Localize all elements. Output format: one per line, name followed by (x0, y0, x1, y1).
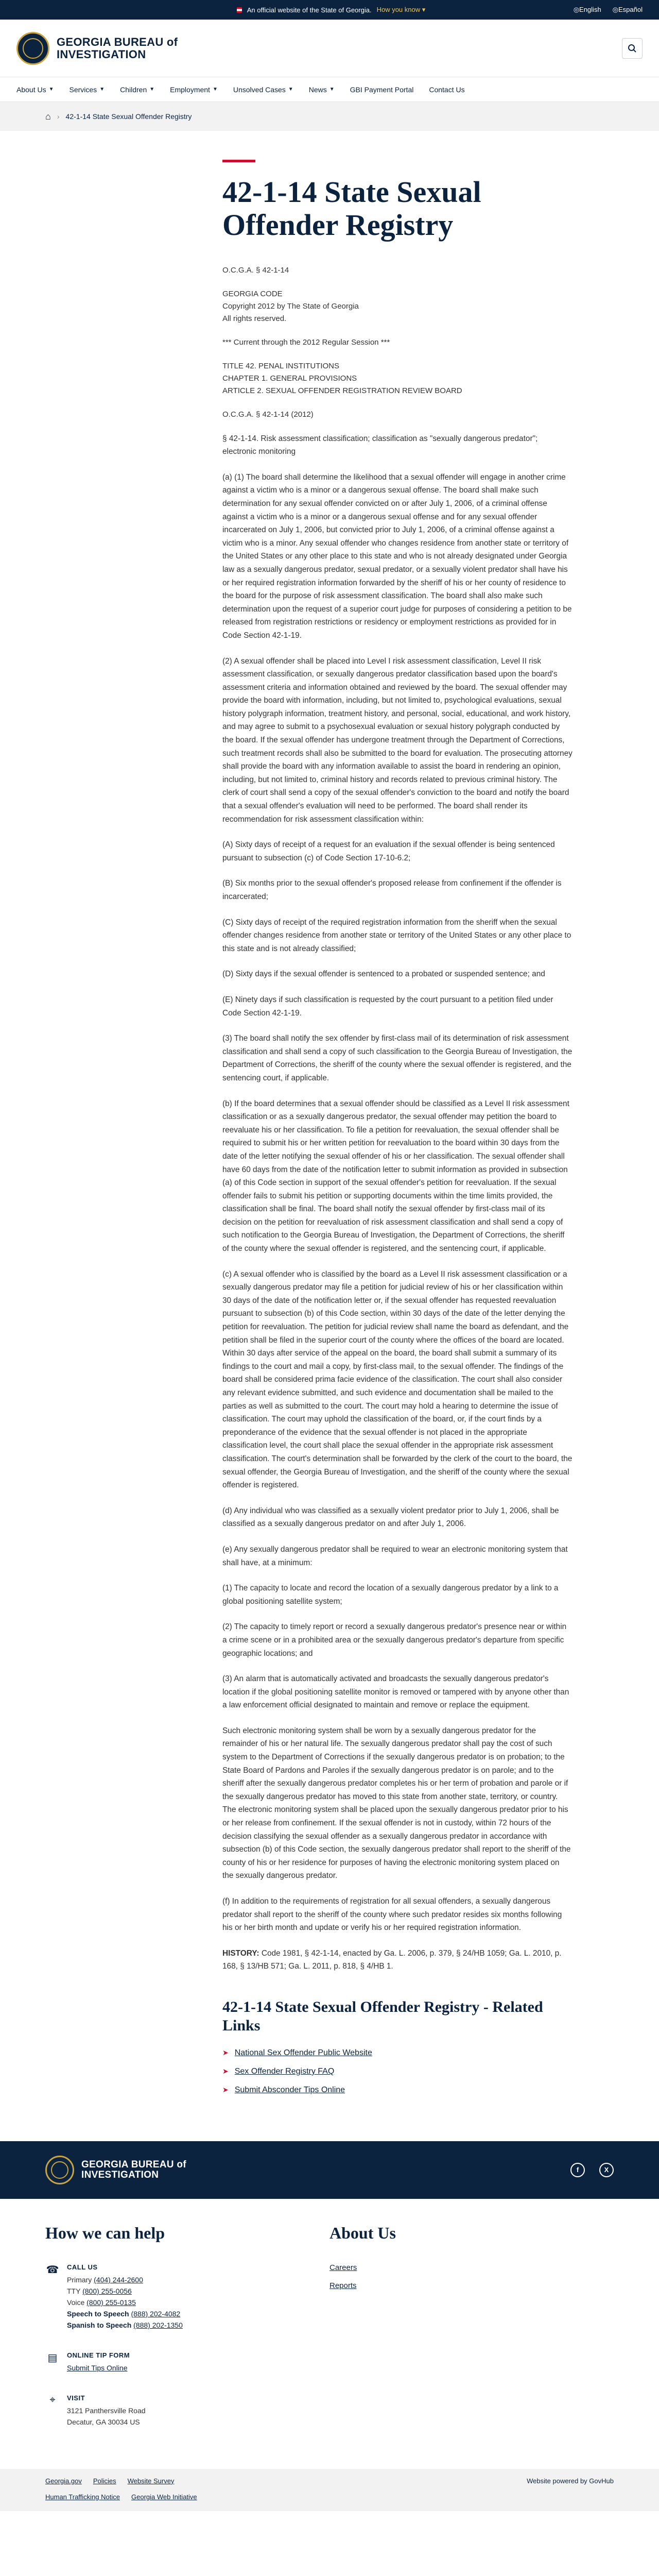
footer-legal-links (0, 2493, 659, 2511)
arrow-right-icon: ➤ (222, 2048, 229, 2057)
site-brand: GEORGIA BUREAU of INVESTIGATION (57, 36, 178, 61)
x-twitter-icon: X (599, 2163, 614, 2177)
globe-icon: ◎ (573, 6, 580, 13)
nav-about-us[interactable]: About Us ▼ (16, 85, 54, 94)
site-logo-link[interactable] (16, 32, 178, 65)
statute-paragraph: (A) Sixty days of receipt of a request for an evaluation if the sexual offender is being sentenced pursuant to subsection (c) of Code Section 17-10-6.2; (222, 840, 555, 862)
contact-call (45, 2263, 330, 2331)
address-line: 3121 Panthersville Road (67, 2406, 146, 2415)
chevron-down-icon: ▼ (212, 87, 218, 92)
home-icon[interactable]: ⌂ (45, 111, 51, 122)
breadcrumb-current: 42-1-14 State Sexual Offender Registry (65, 112, 192, 121)
list-item (222, 2067, 573, 2076)
language-espanol-link[interactable]: ◎Español (612, 6, 643, 13)
page-title: 42-1-14 State Sexual Offender Registry (222, 175, 481, 242)
nav-gbi-payment-portal[interactable]: GBI Payment Portal (350, 85, 414, 94)
phone-link[interactable]: (404) 244-2600 (94, 2275, 143, 2284)
breadcrumb (0, 102, 659, 131)
contact-tip-form (45, 2351, 330, 2374)
meta-line: *** Current through the 2012 Regular Session *** (222, 337, 390, 347)
meta-line: GEORGIA CODE (222, 289, 283, 298)
nav-children[interactable]: Children ▼ (120, 85, 155, 94)
nav-unsolved-cases[interactable]: Unsolved Cases ▼ (233, 85, 293, 94)
meta-line: Copyright 2012 by The State of Georgia (222, 301, 359, 311)
statute-paragraph: (E) Ninety days if such classification is requested by the court pursuant to a petition filed under Code Section 42-1-19. (222, 995, 553, 1018)
chevron-down-icon: ▾ (422, 6, 426, 13)
footer-about-heading: About Us (330, 2223, 396, 2242)
map-pin-icon: ⌖ (49, 2394, 56, 2405)
how-you-know-link[interactable]: How you know ▾ (376, 6, 426, 13)
footer-link-reports[interactable]: Reports (330, 2281, 357, 2290)
nav-employment[interactable]: Employment ▼ (170, 85, 218, 94)
statute-paragraph: (C) Sixty days of receipt of the required registration information from the sheriff when the sexual offender changes residence from another state or territory of the United States or any other place to this state and is not already classified; (222, 918, 571, 953)
statute-paragraph: (2) A sexual offender shall be placed into Level I risk assessment classification, Level II risk assessment classification, or sexually dangerous predator classification based upon the board's assessment criteria and information obtained and reviewed by the board. The sexual offender may provide the board with information, including, but not limited to, psychological evaluations, sexual history polygraph information, treatment history, and personal, social, educational, and work history, and may agree to submit to a psychosexual evaluation or sexual history polygraph conducted by the board. If the sexual offender has undergone treatment through the Department of Corrections, such treatment records shall also be submitted to the board for evaluation. The prosecuting attorney shall provide the board with any information available to assist the board in rendering an opinion, including, but not limited to, criminal history and records related to previous criminal history. The clerk of court shall send a copy of the sexual offender's conviction to the board and notify the board that a sexual offender's evaluation will need to be performed. The board shall render its recommendation for risk assessment classification within: (222, 656, 573, 824)
statute-history (222, 1947, 573, 1973)
main-navigation (0, 77, 659, 102)
submit-tips-link[interactable]: Submit Tips Online (67, 2363, 128, 2372)
form-icon: ▤ (47, 2352, 58, 2364)
main-content (0, 131, 659, 2141)
contact-label: VISIT (67, 2394, 85, 2402)
gbi-seal-icon (16, 32, 49, 65)
footer-help-heading: How we can help (45, 2223, 165, 2242)
statute-paragraph: (1) The capacity to locate and record the location of a sexually dangerous predator by a link to a global positioning satellite system; (222, 1584, 559, 1606)
language-english-link[interactable]: ◎English (573, 6, 601, 13)
footer-bottom-bar (0, 2469, 659, 2493)
phone-line: Voice (800) 255-0135 (67, 2298, 136, 2307)
gbi-seal-icon (45, 2156, 74, 2184)
history-label: HISTORY: (222, 1948, 259, 1958)
chevron-down-icon: ▼ (99, 87, 105, 92)
statute-meta (222, 264, 573, 421)
facebook-icon: f (570, 2163, 585, 2177)
phone-line: Spanish to Speech (888) 202-1350 (67, 2320, 183, 2329)
phone-link[interactable]: (888) 202-4082 (131, 2309, 181, 2318)
meta-line: All rights reserved. (222, 314, 287, 323)
meta-line: O.C.G.A. § 42-1-14 (2012) (222, 410, 314, 419)
georgia-flag-icon (234, 7, 242, 13)
search-icon (628, 44, 637, 53)
arrow-right-icon: ➤ (222, 2086, 229, 2094)
statute-paragraph: (b) If the board determines that a sexual offender should be classified as a Level II risk assessment classification or as a sexually dangerous predator, the sexual offender may petition the board to reevaluate his or her classification. To file a petition for reevaluation, the sexual offender shall be required to submit his or her written petition for reevaluation to the board within 30 days from the date of the letter notifying the sexual offender of his or her classification. The sexual offender shall have 60 days from the date of the notification letter to submit information as provided in subsection (a) of this Code section in support of the sexual offender's petition for reevaluation. If the sexual offender fails to submit his petition or supporting documents within the time limits provided, the classification shall be final. The board shall notify the sexual offender by first-class mail of its decision on the petition for reevaluation of risk assessment classification and shall send a copy of such notification to the Georgia Bureau of Investigation, the Department of Corrections, the sheriff of the county where the sexual offender is registered, and the sentencing court, if applicable. (222, 1099, 569, 1253)
chevron-down-icon: ▼ (329, 87, 335, 92)
footer-help-column (45, 2224, 330, 2448)
footer-brand: GEORGIA BUREAU of INVESTIGATION (81, 2159, 186, 2180)
breadcrumb-separator-icon: › (57, 112, 60, 121)
statute-heading: § 42-1-14. Risk assessment classification; classification as "sexually dangerous predator"; electronic monitoring (222, 434, 538, 456)
statute-paragraph: (a) (1) The board shall determine the likelihood that a sexual offender will engage in another crime against a victim who is a minor or a dangerous sexual offense. The board shall make such determination for any sexual offender convicted on or after July 1, 2006, of a criminal offense against a victim who is a minor or a dangerous sexual offense and for any sexual offender incarcerated on July 1, 2006, but convicted prior to July 1, 2006, of a criminal offense against a victim who is a minor. Any sexual offender who changes residence from another state or territory of the United States or any other place to this state and who is not already designated under Georgia law as a sexually dangerous predator, sexual predator, or a sexually violent predator shall have his or her required registration information forwarded by the sheriff of his or her county of residence to the board for the purpose of risk assessment classification. The board shall also make such determination upon the request of a superior court judge for purposes of considering a petition to be released from registration restrictions or residency or employment restrictions as provided for in Code Section 42-1-19. (222, 472, 572, 640)
footer-link-policies[interactable]: Policies (93, 2477, 116, 2485)
list-item (222, 2048, 573, 2058)
official-site-text: An official website of the State of Georgia. (247, 6, 372, 14)
contact-visit (45, 2394, 330, 2428)
phone-link[interactable]: (800) 255-0135 (86, 2298, 136, 2307)
globe-icon: ◎ (612, 6, 619, 13)
statute-paragraph: (2) The capacity to timely report or record a sexually dangerous predator's presence near or within a crime scene or in a prohibited area or the sexually dangerous predator's departure from specific geographic locations; and (222, 1622, 567, 1658)
statute-paragraph: (3) An alarm that is automatically activated and broadcasts the sexually dangerous predator's location if the global positioning satellite monitor is removed or tampered with by anyone other than a law enforcement official designated to maintain and remove or replace the equipment. (222, 1674, 569, 1710)
statute-paragraph: (d) Any individual who was classified as a sexually violent predator prior to July 1, 2006, shall be classified as a sexually dangerous predator on and after July 1, 2006. (222, 1506, 559, 1529)
contact-label: ONLINE TIP FORM (67, 2351, 130, 2359)
statute-paragraph: (c) A sexual offender who is classified by the board as a Level II risk assessment classification or a sexually dangerous predator may file a petition for judicial review of his or her classification within 30 days of the date of the notification letter or, if the sexual offender has requested reevaluation pursuant to subsection (b) of this Code section, within 30 days of the date of the letter denying the petition for reevaluation. The petition for judicial review shall name the board as defendant, and the petition shall be filed in the superior court of the county where the offices of the board are located. Within 30 days after service of the appeal on the board, the board shall submit a summary of its findings to the court and mail a copy, by first-class mail, to the sexual offender. The findings of the board shall be considered prima facie evidence of the classification. The court shall also consider any relevant evidence submitted, and such evidence and documentation shall be mailed to the parties as well as submitted to the court. The court may hold a hearing to determine the issue of classification. The court may uphold the classification of the board, or, if the court finds by a preponderance of the evidence that the sexual offender is not placed in the appropriate classification level, the court shall place the sexual offender in the appropriate risk assessment classification. The court's determination shall be forwarded by the clerk of the court to the board, the sexual offender, the Georgia Bureau of Investigation, and the sheriff of the county where the sexual offender is registered. (222, 1269, 573, 1490)
link-submit-absconder-tips[interactable]: Submit Absconder Tips Online (234, 2085, 345, 2094)
footer-main (0, 2199, 659, 2469)
nav-services[interactable]: Services ▼ (69, 85, 105, 94)
meta-line: ARTICLE 2. SEXUAL OFFENDER REGISTRATION REVIEW BOARD (222, 386, 462, 395)
x-twitter-link[interactable] (599, 2163, 614, 2177)
footer-link-georgia-gov[interactable]: Georgia.gov (45, 2477, 82, 2485)
arrow-right-icon: ➤ (222, 2067, 229, 2076)
statute-paragraph: (f) In addition to the requirements of registration for all sexual offenders, a sexually dangerous predator shall report to the sheriff of the county where such predator resides six months following his or her birth month and update or verify his or her required registration information. (222, 1897, 562, 1933)
facebook-link[interactable] (570, 2163, 585, 2177)
footer-about-column (330, 2224, 614, 2448)
address-line: Decatur, GA 30034 US (67, 2417, 140, 2426)
footer-link-web-initiative[interactable]: Georgia Web Initiative (131, 2493, 197, 2501)
meta-line: O.C.G.A. § 42-1-14 (222, 265, 289, 275)
history-text: Code 1981, § 42-1-14, enacted by Ga. L. 2006, p. 379, § 24/HB 1059; Ga. L. 2010, p. 168, § 13/HB 571; Ga. L. 2011, p. 818, § 4/HB 1. (222, 1948, 562, 1971)
footer-brand-band (0, 2141, 659, 2199)
footer-link-careers[interactable]: Careers (330, 2263, 357, 2272)
contact-label: CALL US (67, 2263, 98, 2271)
statute-body (222, 432, 573, 1935)
phone-line: Speech to Speech (888) 202-4082 (67, 2309, 181, 2318)
footer-link-website-survey[interactable]: Website Survey (127, 2477, 175, 2485)
nav-news[interactable]: News ▼ (308, 85, 335, 94)
site-header (0, 20, 659, 77)
statute-paragraph: (e) Any sexually dangerous predator shall be required to wear an electronic monitoring system that shall have, at a minimum: (222, 1545, 568, 1567)
statute-paragraph: (3) The board shall notify the sex offender by first-class mail of its determination of risk assessment classification and shall send a copy of such classification to the Georgia Bureau of Investigation, the Department of Corrections, the sheriff of the county where the sexual offender is registered, and the sentencing court, if applicable. (222, 1034, 573, 1082)
chevron-down-icon: ▼ (48, 87, 54, 92)
related-links-list (222, 2048, 573, 2095)
phone-icon: ☎ (46, 2264, 59, 2276)
link-national-sex-offender-website[interactable]: National Sex Offender Public Website (234, 2048, 372, 2057)
footer-logo-link[interactable] (45, 2156, 186, 2184)
social-links (570, 2163, 614, 2177)
title-accent-bar (222, 160, 255, 162)
phone-line: Primary (404) 244-2600 (67, 2275, 143, 2284)
meta-line: TITLE 42. PENAL INSTITUTIONS (222, 361, 339, 370)
phone-link[interactable]: (888) 202-1350 (133, 2320, 183, 2329)
phone-line: TTY (800) 255-0056 (67, 2286, 132, 2295)
powered-by-govhub-link[interactable]: Website powered by GovHub (527, 2477, 614, 2485)
chevron-down-icon: ▼ (288, 87, 293, 92)
statute-paragraph: (B) Six months prior to the sexual offender's proposed release from confinement if the offender is incarcerated; (222, 879, 562, 901)
search-button[interactable] (622, 38, 643, 59)
nav-contact-us[interactable]: Contact Us (429, 85, 465, 94)
link-sex-offender-registry-faq[interactable]: Sex Offender Registry FAQ (234, 2066, 335, 2076)
official-site-banner (0, 0, 659, 20)
phone-link[interactable]: (800) 255-0056 (82, 2286, 132, 2295)
meta-line: CHAPTER 1. GENERAL PROVISIONS (222, 374, 357, 383)
chevron-down-icon: ▼ (149, 87, 155, 92)
statute-paragraph: Such electronic monitoring system shall be worn by a sexually dangerous predator for the remainder of his or her natural life. The sexually dangerous predator shall pay the cost of such system to the Department of Corrections if the sexually dangerous predator is on probation; to the State Board of Pardons and Paroles if the sexually dangerous predator is on parole; and to the sheriff after the sexually dangerous predator completes his or her term of probation and parole or if the sexually dangerous predator has moved to this state from another state, territory, or country. The electronic monitoring system shall be placed upon the sexually dangerous predator prior to his or her release from confinement. If the sexual offender is not in custody, within 72 hours of the decision classifying the sexual offender as a sexually dangerous predator in accordance with subsection (b) of this Code section, the sexually dangerous predator shall report to the sheriff of the county of his or her residence for purposes of having the electronic monitoring system placed on the sexually dangerous predator. (222, 1726, 571, 1880)
related-links-heading: 42-1-14 State Sexual Offender Registry - Related Links (222, 1998, 543, 2034)
list-item (222, 2086, 573, 2095)
statute-paragraph: (D) Sixty days if the sexual offender is sentenced to a probated or suspended sentence; and (222, 970, 545, 979)
footer-link-human-trafficking[interactable]: Human Trafficking Notice (45, 2493, 120, 2501)
